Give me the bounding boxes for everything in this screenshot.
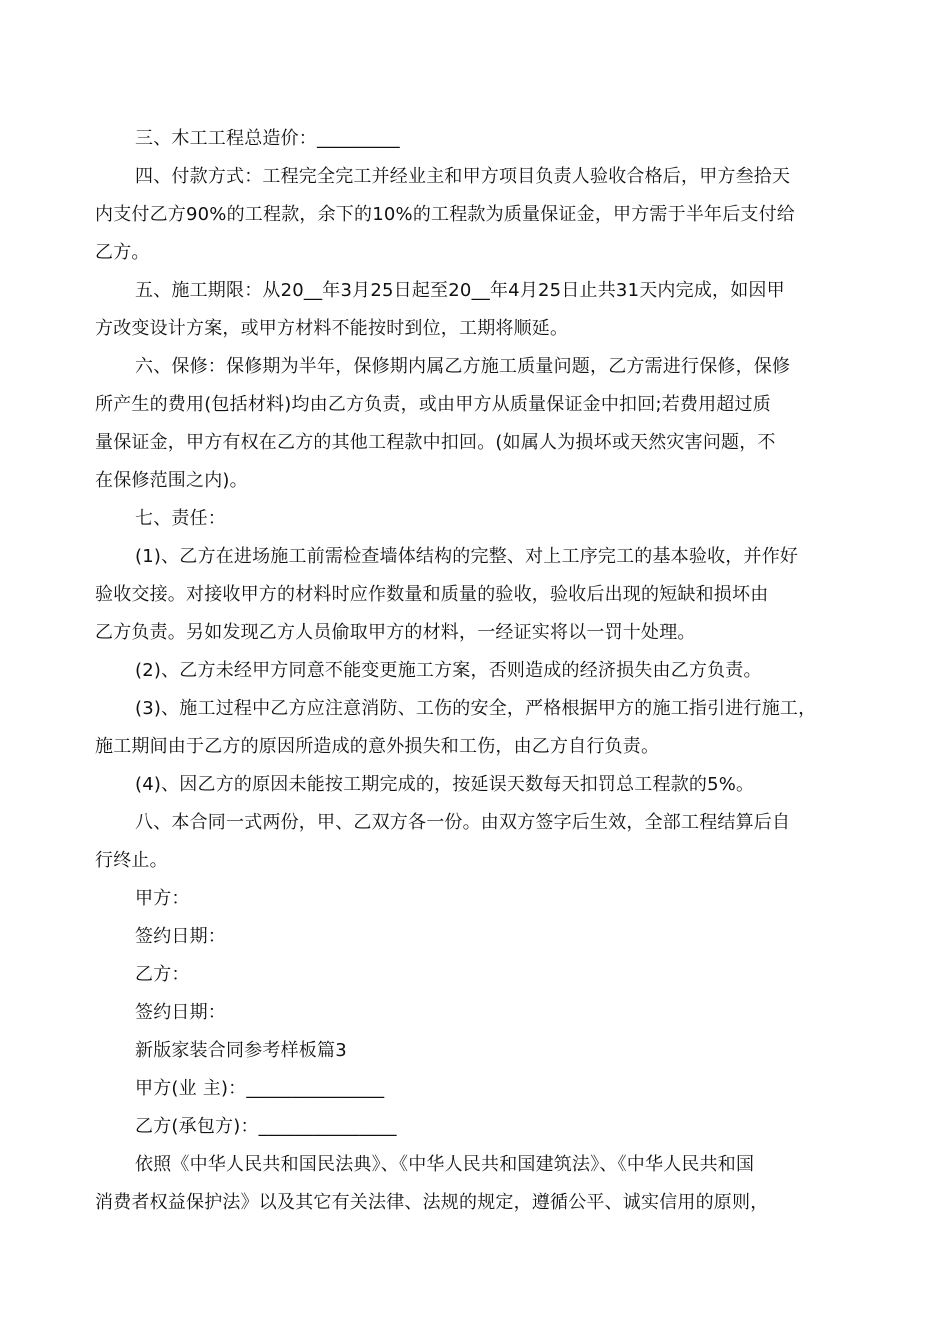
- text-line: 行终止。: [95, 850, 168, 871]
- clause-6-warranty: [95, 348, 835, 500]
- text-line: 签约日期：: [135, 1002, 226, 1023]
- text-line: (1)、乙方在进场施工前需检查墙体结构的完整、对上工序完工的基本验收，并作好: [135, 546, 799, 567]
- text-line: 新版家装合同参考样板篇3: [135, 1040, 347, 1061]
- text-line: 消费者权益保护法》以及其它有关法律、法规的规定，遵循公平、诚实信用的原则，: [95, 1192, 769, 1213]
- party-a-owner-field: [115, 1070, 835, 1108]
- clause-7-item-4: [115, 766, 835, 804]
- clause-7-item-2: [115, 652, 835, 690]
- signature-date-b: [115, 994, 835, 1032]
- text-line: (3)、施工过程中乙方应注意消防、工伤的安全，严格根据甲方的施工指引进行施工，: [135, 698, 817, 719]
- text-line: 施工期间由于乙方的原因所造成的意外损失和工伤，由乙方自行负责。: [95, 736, 660, 757]
- signature-date-a: [115, 918, 835, 956]
- text-line: 签约日期：: [135, 926, 226, 947]
- text-line: 在保修范围之内)。: [95, 470, 248, 491]
- text-line: (4)、因乙方的原因未能按工期完成的，按延误天数每天扣罚总工程款的5%。: [135, 774, 755, 795]
- text-line: 乙方。: [95, 242, 150, 263]
- clause-7-item-3: [95, 690, 835, 766]
- clause-8-copies: [95, 804, 835, 880]
- text-line: 所产生的费用(包括材料)均由乙方负责，或由甲方从质量保证金中扣回;若费用超过质: [95, 394, 771, 415]
- text-line: 量保证金，甲方有权在乙方的其他工程款中扣回。(如属人为损坏或天然灾害问题，不: [95, 432, 776, 453]
- text-line: 乙方：: [135, 964, 190, 985]
- text-line: 乙方(承包方)：_______________: [135, 1116, 397, 1137]
- text-line: 七、责任：: [135, 508, 226, 529]
- signature-party-b: [115, 956, 835, 994]
- clause-7-item-1: [95, 538, 835, 652]
- text-line: 甲方(业 主)：_______________: [135, 1078, 385, 1099]
- text-line: (2)、乙方未经甲方同意不能变更施工方案，否则造成的经济损失由乙方负责。: [135, 660, 762, 681]
- document-body: [95, 120, 835, 1222]
- legal-basis-paragraph: [95, 1146, 835, 1222]
- text-line: 乙方负责。另如发现乙方人员偷取甲方的材料，一经证实将以一罚十处理。: [95, 622, 696, 643]
- party-b-contractor-field: [115, 1108, 835, 1146]
- signature-party-a: [115, 880, 835, 918]
- clause-3-total-cost: [115, 120, 835, 158]
- text-line: 验收交接。对接收甲方的材料时应作数量和质量的验收，验收后出现的短缺和损坏由: [95, 584, 769, 605]
- text-line: 八、本合同一式两份，甲、乙双方各一份。由双方签字后生效，全部工程结算后自: [135, 812, 791, 833]
- text-line: 五、施工期限：从20__年3月25日起至20__年4月25日止共31天内完成，如因甲: [135, 280, 785, 301]
- text-line: 内支付乙方90%的工程款，余下的10%的工程款为质量保证金，甲方需于半年后支付给: [95, 204, 796, 225]
- text-line: 方改变设计方案，或甲方材料不能按时到位，工期将顺延。: [95, 318, 569, 339]
- section-title: [115, 1032, 835, 1070]
- text-line: 甲方：: [135, 888, 190, 909]
- clause-4-payment: [95, 158, 835, 272]
- text-line: 三、木工工程总造价：_________: [135, 128, 400, 149]
- text-line: 四、付款方式：工程完全完工并经业主和甲方项目负责人验收合格后，甲方叁拾天: [135, 166, 791, 187]
- text-line: 依照《中华人民共和国民法典》、《中华人民共和国建筑法》、《中华人民共和国: [135, 1154, 755, 1175]
- text-line: 六、保修：保修期为半年，保修期内属乙方施工质量问题，乙方需进行保修，保修: [135, 356, 791, 377]
- clause-5-construction-period: [95, 272, 835, 348]
- clause-7-heading: [115, 500, 835, 538]
